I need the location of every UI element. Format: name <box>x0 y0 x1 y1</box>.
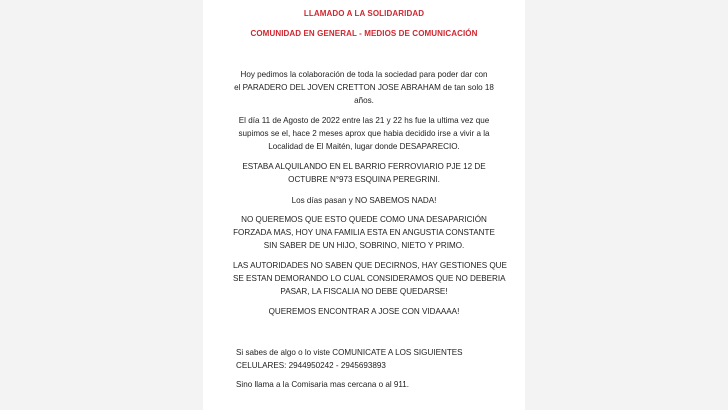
paragraph-find-jose <box>233 305 495 318</box>
paragraph-authorities <box>233 259 507 298</box>
paragraph-days-pass <box>233 194 495 207</box>
text-line: años. <box>354 96 374 105</box>
police-info <box>236 378 506 391</box>
text-line: Los días pasan y NO SABEMOS NADA! <box>291 196 437 205</box>
paragraph-request <box>233 68 495 107</box>
text-line: OCTUBRE N°973 ESQUINA PEREGRINI. <box>288 175 440 184</box>
text-line: Sino llama a la Comisaria mas cercana o al 911. <box>236 380 410 389</box>
contact-info <box>236 346 506 372</box>
paragraph-forced-disappearance <box>233 213 495 252</box>
paragraph-address <box>233 160 495 186</box>
text-line: SE ESTAN DEMORANDO LO CUAL CONSIDERAMOS QUE NO DEBERIA <box>233 274 506 283</box>
text-line: Localidad de El Maitén, lugar donde DESAPARECIO. <box>268 142 460 151</box>
text-line: LAS AUTORIDADES NO SABEN QUE DECIRNOS, HAY GESTIONES QUE <box>233 261 507 270</box>
text-line: supimos se el, hace 2 meses aprox que habia decidido irse a vivir a la <box>238 129 490 138</box>
document-page <box>203 0 525 410</box>
text-line: ESTABA ALQUILANDO EN EL BARRIO FERROVIARIO PJE 12 DE <box>242 162 486 171</box>
text-line: Hoy pedimos la colaboración de toda la sociedad para poder dar con <box>240 70 488 79</box>
document-subtitle: COMUNIDAD EN GENERAL - MEDIOS DE COMUNICACIÓN <box>250 29 478 38</box>
text-line: FORZADA MAS, HOY UNA FAMILIA ESTA EN ANGUSTIA CONSTANTE <box>233 228 495 237</box>
text-line: SIN SABER DE UN HIJO, SOBRINO, NIETO Y PRIMO. <box>263 241 465 250</box>
text-line: El día 11 de Agosto de 2022 entre las 21 y 22 hs fue la ultima vez que <box>238 116 490 125</box>
text-line: NO QUEREMOS QUE ESTO QUEDE COMO UNA DESAPARICIÓN <box>241 215 487 224</box>
text-line: QUEREMOS ENCONTRAR A JOSE CON VIDAAAA! <box>268 307 460 316</box>
contact-phones: CELULARES: 2944950242 - 2945693893 <box>236 361 386 370</box>
text-line: PASAR, LA FISCALIA NO DEBE QUEDARSE! <box>280 287 448 296</box>
paragraph-last-seen <box>233 114 495 153</box>
text-line: el PARADERO DEL JOVEN CRETTON JOSE ABRAHAM de tan solo 18 <box>234 83 494 92</box>
document-title: LLAMADO A LA SOLIDARIDAD <box>303 9 425 18</box>
text-line: Si sabes de algo o lo viste COMUNICATE A LOS SIGUIENTES <box>236 348 463 357</box>
